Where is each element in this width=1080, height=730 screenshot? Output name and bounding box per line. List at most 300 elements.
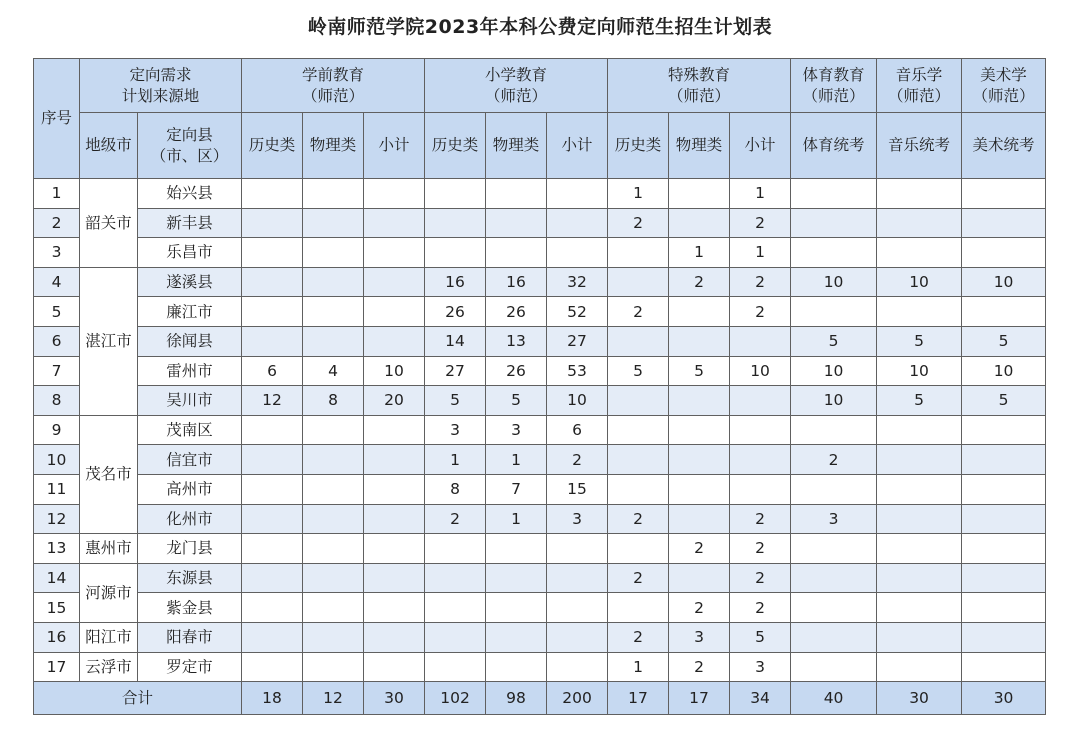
- row-cell-pe: 10: [791, 267, 877, 297]
- row-cell-pre-p: [303, 238, 364, 268]
- row-cell-spe-p: 2: [669, 534, 730, 564]
- row-county: 茂南区: [138, 415, 242, 445]
- row-cell-pri-s: 32: [547, 267, 608, 297]
- row-cell-pre-h: [242, 504, 303, 534]
- row-cell-pri-h: [425, 179, 486, 209]
- group-tag: （师范）: [802, 86, 865, 105]
- row-cell-music: [877, 534, 962, 564]
- row-cell-pre-h: [242, 297, 303, 327]
- row-cell-pri-p: [486, 534, 547, 564]
- row-cell-music: [877, 415, 962, 445]
- header-preschool-history: 历史类: [242, 113, 303, 179]
- row-cell-pre-s: [364, 208, 425, 238]
- header-pe-exam: 体育统考: [791, 113, 877, 179]
- row-seq: 7: [34, 356, 80, 386]
- row-cell-pre-h: [242, 622, 303, 652]
- header-primary-history: 历史类: [425, 113, 486, 179]
- row-cell-pri-s: [547, 238, 608, 268]
- row-cell-pre-h: [242, 179, 303, 209]
- header-preschool-physics: 物理类: [303, 113, 364, 179]
- row-cell-spe-p: [669, 474, 730, 504]
- row-cell-pe: [791, 652, 877, 682]
- row-cell-pri-s: [547, 652, 608, 682]
- row-cell-pre-p: 4: [303, 356, 364, 386]
- row-cell-spe-s: [730, 386, 791, 416]
- row-cell-pe: [791, 563, 877, 593]
- row-cell-art: [962, 474, 1046, 504]
- total-cell: 34: [730, 682, 791, 715]
- row-cell-spe-p: 5: [669, 356, 730, 386]
- row-cell-pre-s: [364, 297, 425, 327]
- row-county: 廉江市: [138, 297, 242, 327]
- row-cell-spe-h: [608, 415, 669, 445]
- row-cell-pre-p: [303, 208, 364, 238]
- row-cell-pre-p: [303, 326, 364, 356]
- row-cell-spe-h: [608, 386, 669, 416]
- row-cell-pri-s: 6: [547, 415, 608, 445]
- header-special-history: 历史类: [608, 113, 669, 179]
- table-row: [34, 445, 1046, 475]
- table-row: [34, 415, 1046, 445]
- row-cell-art: 10: [962, 267, 1046, 297]
- row-cell-art: 5: [962, 326, 1046, 356]
- row-cell-spe-p: 3: [669, 622, 730, 652]
- row-cell-art: [962, 445, 1046, 475]
- row-cell-pre-p: [303, 563, 364, 593]
- row-cell-spe-p: 2: [669, 652, 730, 682]
- row-cell-pri-p: [486, 208, 547, 238]
- row-cell-pre-s: [364, 326, 425, 356]
- row-cell-spe-s: 2: [730, 563, 791, 593]
- row-cell-pri-p: 7: [486, 474, 547, 504]
- row-cell-spe-h: 2: [608, 504, 669, 534]
- row-cell-pre-h: [242, 238, 303, 268]
- table-row: [34, 622, 1046, 652]
- row-cell-spe-p: [669, 563, 730, 593]
- row-cell-spe-s: 2: [730, 208, 791, 238]
- row-cell-pe: [791, 179, 877, 209]
- row-cell-music: [877, 208, 962, 238]
- row-cell-spe-s: [730, 415, 791, 445]
- row-cell-pre-s: [364, 474, 425, 504]
- row-cell-spe-s: 2: [730, 504, 791, 534]
- row-cell-pre-p: [303, 179, 364, 209]
- row-city: 韶关市: [80, 179, 138, 268]
- row-seq: 13: [34, 534, 80, 564]
- row-cell-pri-p: [486, 563, 547, 593]
- row-cell-pre-h: [242, 415, 303, 445]
- row-cell-art: [962, 652, 1046, 682]
- header-primary-subtotal: 小计: [547, 113, 608, 179]
- row-county: 紫金县: [138, 593, 242, 623]
- table-row: [34, 593, 1046, 623]
- row-cell-music: [877, 179, 962, 209]
- row-cell-pre-p: [303, 474, 364, 504]
- row-cell-spe-h: 2: [608, 563, 669, 593]
- row-cell-spe-p: [669, 386, 730, 416]
- row-cell-pre-s: [364, 415, 425, 445]
- row-cell-spe-s: 1: [730, 238, 791, 268]
- total-cell: 30: [364, 682, 425, 715]
- row-cell-pre-s: 10: [364, 356, 425, 386]
- header-county: [138, 113, 242, 179]
- row-cell-pri-h: 5: [425, 386, 486, 416]
- table-row: [34, 326, 1046, 356]
- row-county: 遂溪县: [138, 267, 242, 297]
- row-cell-pri-s: [547, 593, 608, 623]
- row-seq: 12: [34, 504, 80, 534]
- row-cell-pre-p: [303, 652, 364, 682]
- table-row: [34, 386, 1046, 416]
- row-cell-spe-p: [669, 445, 730, 475]
- group-name: 音乐学: [895, 66, 943, 85]
- header-music-exam: 音乐统考: [877, 113, 962, 179]
- row-cell-art: [962, 504, 1046, 534]
- row-seq: 11: [34, 474, 80, 504]
- total-cell: 17: [608, 682, 669, 715]
- row-cell-pri-h: 8: [425, 474, 486, 504]
- row-cell-pre-s: [364, 445, 425, 475]
- row-cell-spe-s: [730, 326, 791, 356]
- row-cell-art: [962, 563, 1046, 593]
- row-cell-pri-p: 13: [486, 326, 547, 356]
- row-cell-spe-p: 2: [669, 267, 730, 297]
- row-county: 信宜市: [138, 445, 242, 475]
- row-cell-art: [962, 297, 1046, 327]
- row-county: 吴川市: [138, 386, 242, 416]
- row-seq: 5: [34, 297, 80, 327]
- total-row: [34, 682, 1046, 715]
- header-city: 地级市: [80, 113, 138, 179]
- page-title: 岭南师范学院2023年本科公费定向师范生招生计划表: [307, 16, 773, 38]
- table-row: [34, 238, 1046, 268]
- row-county: 雷州市: [138, 356, 242, 386]
- row-cell-art: [962, 534, 1046, 564]
- row-city: 惠州市: [80, 534, 138, 564]
- table-row: [34, 474, 1046, 504]
- row-cell-pre-s: [364, 593, 425, 623]
- row-cell-music: 5: [877, 386, 962, 416]
- row-cell-pri-h: 2: [425, 504, 486, 534]
- row-county: 化州市: [138, 504, 242, 534]
- group-name: 体育教育: [802, 66, 865, 85]
- total-cell: 30: [877, 682, 962, 715]
- total-cell: 98: [486, 682, 547, 715]
- row-cell-spe-p: [669, 415, 730, 445]
- row-cell-pri-p: [486, 179, 547, 209]
- row-cell-pre-p: 8: [303, 386, 364, 416]
- row-cell-pe: 5: [791, 326, 877, 356]
- group-tag: （师范）: [972, 86, 1035, 105]
- row-cell-art: 10: [962, 356, 1046, 386]
- header-county-line1: 定向县: [166, 126, 213, 145]
- row-cell-spe-h: [608, 474, 669, 504]
- row-cell-music: [877, 474, 962, 504]
- row-cell-pri-p: 1: [486, 445, 547, 475]
- header-special-physics: 物理类: [669, 113, 730, 179]
- group-name: 学前教育: [302, 66, 365, 85]
- row-cell-pre-s: [364, 622, 425, 652]
- row-cell-pre-p: [303, 267, 364, 297]
- row-cell-pre-s: [364, 652, 425, 682]
- table-row: [34, 179, 1046, 209]
- row-county: 罗定市: [138, 652, 242, 682]
- row-county: 东源县: [138, 563, 242, 593]
- row-cell-music: [877, 593, 962, 623]
- row-cell-art: [962, 415, 1046, 445]
- row-cell-pri-h: [425, 652, 486, 682]
- row-cell-pre-p: [303, 504, 364, 534]
- row-cell-spe-p: [669, 208, 730, 238]
- row-cell-pre-p: [303, 445, 364, 475]
- row-cell-pri-h: 3: [425, 415, 486, 445]
- row-cell-pri-p: 3: [486, 415, 547, 445]
- row-cell-pre-h: [242, 267, 303, 297]
- row-cell-pre-p: [303, 534, 364, 564]
- row-cell-pri-h: 1: [425, 445, 486, 475]
- header-preschool-subtotal: 小计: [364, 113, 425, 179]
- row-seq: 6: [34, 326, 80, 356]
- row-cell-pe: 10: [791, 356, 877, 386]
- row-cell-spe-h: 1: [608, 179, 669, 209]
- row-cell-spe-h: [608, 534, 669, 564]
- row-cell-pri-p: 16: [486, 267, 547, 297]
- row-cell-pre-h: 12: [242, 386, 303, 416]
- row-cell-pre-p: [303, 622, 364, 652]
- row-cell-spe-p: [669, 179, 730, 209]
- row-cell-spe-s: 2: [730, 297, 791, 327]
- row-cell-spe-h: [608, 238, 669, 268]
- row-cell-pre-h: [242, 208, 303, 238]
- header-group-art: [962, 59, 1046, 113]
- row-seq: 9: [34, 415, 80, 445]
- row-cell-pre-h: [242, 474, 303, 504]
- row-cell-pre-s: [364, 267, 425, 297]
- row-cell-pe: [791, 238, 877, 268]
- row-cell-art: 5: [962, 386, 1046, 416]
- table-row: [34, 652, 1046, 682]
- row-cell-pe: 10: [791, 386, 877, 416]
- row-city: 茂名市: [80, 415, 138, 533]
- row-cell-pri-h: [425, 622, 486, 652]
- row-cell-spe-s: 2: [730, 534, 791, 564]
- header-art-exam: 美术统考: [962, 113, 1046, 179]
- row-cell-pri-s: [547, 563, 608, 593]
- row-cell-music: [877, 445, 962, 475]
- table-body: [34, 179, 1046, 682]
- row-cell-pre-h: [242, 652, 303, 682]
- table-row: [34, 208, 1046, 238]
- row-cell-pri-p: 5: [486, 386, 547, 416]
- row-cell-pri-h: 27: [425, 356, 486, 386]
- row-cell-music: [877, 563, 962, 593]
- row-cell-spe-h: 2: [608, 297, 669, 327]
- row-county: 阳春市: [138, 622, 242, 652]
- row-cell-pri-s: 52: [547, 297, 608, 327]
- table-row: [34, 563, 1046, 593]
- group-name: 美术学: [980, 66, 1027, 85]
- row-cell-spe-s: 2: [730, 267, 791, 297]
- row-cell-spe-p: [669, 326, 730, 356]
- row-cell-pri-s: 3: [547, 504, 608, 534]
- row-seq: 10: [34, 445, 80, 475]
- row-cell-pri-p: 26: [486, 297, 547, 327]
- table-row: [34, 504, 1046, 534]
- header-seq: 序号: [34, 59, 80, 179]
- row-cell-spe-h: 1: [608, 652, 669, 682]
- header-source-line2: 计划来源地: [121, 86, 200, 105]
- row-cell-pri-p: [486, 652, 547, 682]
- header-group-primary: [425, 59, 608, 113]
- total-cell: 12: [303, 682, 364, 715]
- row-cell-art: [962, 179, 1046, 209]
- row-cell-spe-h: 2: [608, 208, 669, 238]
- row-cell-pri-s: [547, 179, 608, 209]
- row-county: 始兴县: [138, 179, 242, 209]
- row-cell-pri-h: [425, 534, 486, 564]
- row-city: 阳江市: [80, 622, 138, 652]
- row-cell-pre-h: [242, 563, 303, 593]
- row-seq: 2: [34, 208, 80, 238]
- row-city: 河源市: [80, 563, 138, 622]
- row-cell-music: [877, 297, 962, 327]
- total-cell: 40: [791, 682, 877, 715]
- table-row: [34, 267, 1046, 297]
- row-city: 云浮市: [80, 652, 138, 682]
- header-primary-physics: 物理类: [486, 113, 547, 179]
- row-cell-pre-p: [303, 593, 364, 623]
- row-cell-spe-p: 1: [669, 238, 730, 268]
- row-cell-pri-s: 10: [547, 386, 608, 416]
- row-cell-pre-h: [242, 593, 303, 623]
- row-cell-spe-s: [730, 445, 791, 475]
- group-name: 小学教育: [485, 66, 548, 85]
- row-cell-spe-p: 2: [669, 593, 730, 623]
- row-cell-pri-h: [425, 593, 486, 623]
- header-group-special: [608, 59, 791, 113]
- total-label: 合计: [34, 682, 242, 715]
- header-source: [80, 59, 242, 113]
- header-county-line2: （市、区）: [150, 146, 229, 165]
- table-row: [34, 356, 1046, 386]
- row-cell-pe: 2: [791, 445, 877, 475]
- row-county: 徐闻县: [138, 326, 242, 356]
- header-group-music: [877, 59, 962, 113]
- row-cell-music: [877, 652, 962, 682]
- row-cell-art: [962, 238, 1046, 268]
- row-cell-pre-s: [364, 504, 425, 534]
- row-cell-pe: [791, 474, 877, 504]
- row-seq: 8: [34, 386, 80, 416]
- row-cell-pri-s: [547, 534, 608, 564]
- group-tag: （师范）: [668, 86, 731, 105]
- row-seq: 4: [34, 267, 80, 297]
- row-county: 高州市: [138, 474, 242, 504]
- total-cell: 200: [547, 682, 608, 715]
- row-cell-pre-p: [303, 297, 364, 327]
- row-seq: 14: [34, 563, 80, 593]
- row-cell-pe: 3: [791, 504, 877, 534]
- enrollment-plan-table: [33, 58, 1046, 715]
- row-cell-spe-s: [730, 474, 791, 504]
- row-cell-pre-h: [242, 445, 303, 475]
- row-county: 乐昌市: [138, 238, 242, 268]
- row-cell-pe: [791, 593, 877, 623]
- row-cell-pre-p: [303, 415, 364, 445]
- total-cell: 30: [962, 682, 1046, 715]
- row-cell-spe-h: [608, 326, 669, 356]
- row-cell-pri-s: 27: [547, 326, 608, 356]
- row-cell-spe-h: [608, 445, 669, 475]
- row-seq: 15: [34, 593, 80, 623]
- row-cell-art: [962, 622, 1046, 652]
- row-cell-music: [877, 238, 962, 268]
- row-cell-pri-h: 16: [425, 267, 486, 297]
- row-cell-spe-s: 3: [730, 652, 791, 682]
- row-cell-spe-s: 5: [730, 622, 791, 652]
- row-cell-pe: [791, 534, 877, 564]
- row-seq: 17: [34, 652, 80, 682]
- row-cell-pri-h: 26: [425, 297, 486, 327]
- row-cell-music: 10: [877, 267, 962, 297]
- header-source-line1: 定向需求: [129, 66, 192, 85]
- row-county: 龙门县: [138, 534, 242, 564]
- group-tag: （师范）: [888, 86, 951, 105]
- row-seq: 16: [34, 622, 80, 652]
- header-special-subtotal: 小计: [730, 113, 791, 179]
- row-seq: 3: [34, 238, 80, 268]
- row-cell-music: [877, 622, 962, 652]
- row-cell-pri-h: [425, 208, 486, 238]
- row-cell-pri-s: 53: [547, 356, 608, 386]
- group-name: 特殊教育: [668, 66, 731, 85]
- row-county: 新丰县: [138, 208, 242, 238]
- row-cell-pre-s: [364, 179, 425, 209]
- row-cell-pe: [791, 297, 877, 327]
- row-cell-pri-s: [547, 622, 608, 652]
- row-cell-pre-s: [364, 563, 425, 593]
- row-cell-pre-s: [364, 238, 425, 268]
- row-cell-music: 5: [877, 326, 962, 356]
- row-cell-music: [877, 504, 962, 534]
- header-group-pe: [791, 59, 877, 113]
- row-cell-spe-h: [608, 593, 669, 623]
- row-cell-pre-s: [364, 534, 425, 564]
- row-city: 湛江市: [80, 267, 138, 415]
- row-cell-pe: [791, 415, 877, 445]
- row-seq: 1: [34, 179, 80, 209]
- row-cell-spe-h: 2: [608, 622, 669, 652]
- header-group-preschool: [242, 59, 425, 113]
- row-cell-pri-s: 2: [547, 445, 608, 475]
- row-cell-pri-h: 14: [425, 326, 486, 356]
- row-cell-pe: [791, 208, 877, 238]
- row-cell-pri-p: 1: [486, 504, 547, 534]
- row-cell-pri-p: [486, 593, 547, 623]
- row-cell-spe-s: 10: [730, 356, 791, 386]
- table-row: [34, 297, 1046, 327]
- row-cell-pri-s: [547, 208, 608, 238]
- row-cell-spe-h: [608, 267, 669, 297]
- row-cell-spe-p: [669, 504, 730, 534]
- row-cell-spe-s: 1: [730, 179, 791, 209]
- row-cell-pe: [791, 622, 877, 652]
- row-cell-pri-h: [425, 238, 486, 268]
- row-cell-spe-p: [669, 297, 730, 327]
- group-tag: （师范）: [485, 86, 548, 105]
- total-cell: 17: [669, 682, 730, 715]
- table-row: [34, 534, 1046, 564]
